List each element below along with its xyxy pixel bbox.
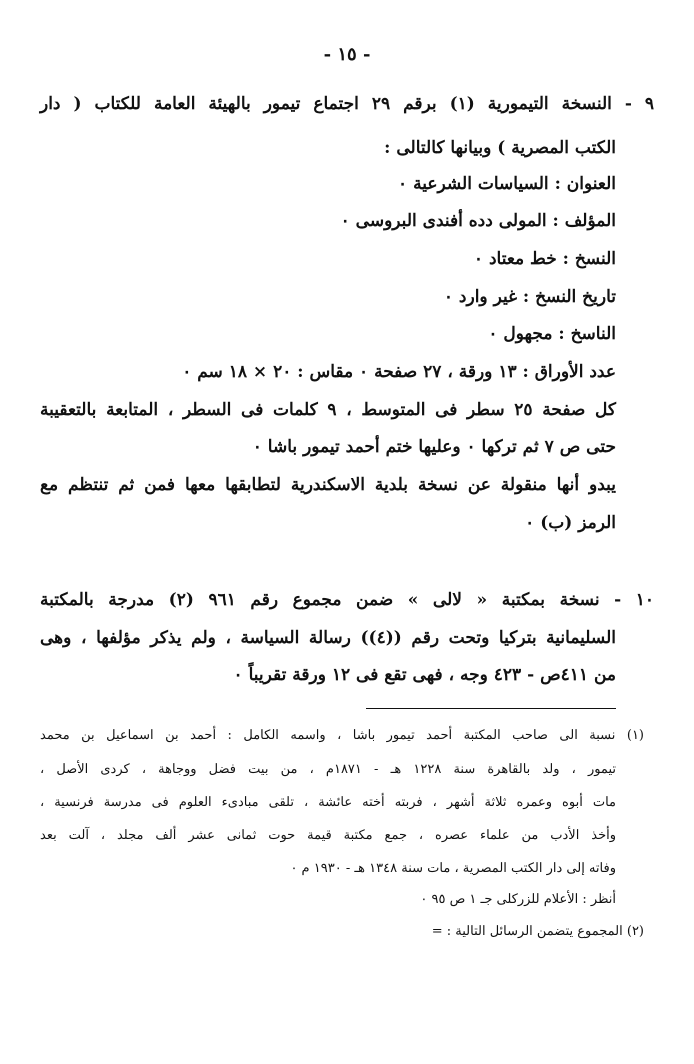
footnote-2: (٢) المجموع يتضمن الرسائل التالية : = (431, 924, 644, 939)
footnote-separator (366, 708, 616, 709)
footnote-1-line-3: مات أبوه وعمره ثلاثة أشهر ، فربته أخته عائشة ، تلقى مبادىء العلوم فى مدرسة فرنسية ، (40, 795, 616, 810)
item9-author: المؤلف : المولى دده أفندى البروسى ٠ (340, 211, 616, 231)
item9-copy-date: تاريخ النسخ : غير وارد ٠ (443, 287, 616, 307)
item9-title: العنوان : السياسات الشرعية ٠ (398, 174, 616, 194)
item9-line-2: الكتب المصرية ) وبيانها كالتالى : (384, 138, 616, 158)
page-number: - ١٥ - (323, 44, 371, 65)
footnote-1-line-1: (١) نسبة الى صاحب المكتبة أحمد تيمور باشا ، واسمه الكامل : أحمد بن اسماعيل بن محمد (40, 728, 644, 743)
item10-line-3: من ٤١١ص - ٤٢٣ وجه ، فهى تقع فى ١٢ ورقة تقريباً ٠ (233, 665, 616, 685)
item10-line-2: السليمانية بتركيا وتحت رقم ((٤)) رسالة السياسة ، ولم يذكر مؤلفها ، وهى (40, 628, 616, 648)
item9-line-1: ٩ - النسخة التيمورية (١) برقم ٢٩ اجتماع تيمور بالهيئة العامة للكتاب ( دار (40, 94, 655, 114)
item10-line-1: ١٠ - نسخة بمكتبة « لالى » ضمن مجموع رقم ٩٦١ (٢) مدرجة بالمكتبة (40, 590, 654, 610)
footnote-1-line-4: وأخذ الأدب من علماء عصره ، جمع مكتبة قيمة حوت ثمانى عشر ألف مجلد ، آلت بعد (40, 828, 616, 843)
item9-script: النسخ : خط معتاد ٠ (473, 249, 616, 269)
item9-line-12: الرمز (ب) ٠ (525, 513, 616, 533)
item9-copyist: الناسخ : مجهول ٠ (488, 324, 616, 344)
footnote-1-line-5: وفاته إلى دار الكتب المصرية ، مات سنة ١٣٤٨ هـ - ١٩٣٠ م ٠ (290, 861, 616, 876)
item9-line-10: حتى ص ٧ ثم تركها ٠ وعليها ختم أحمد تيمور باشا ٠ (252, 437, 616, 457)
footnote-1-reference: أنظر : الأعلام للزركلى جـ ١ ص ٩٥ ٠ (420, 892, 616, 907)
item9-line-9: كل صفحة ٢٥ سطر فى المتوسط ، ٩ كلمات فى السطر ، المتابعة بالتعقيبة (40, 400, 616, 420)
footnote-1-line-2: تيمور ، ولد بالقاهرة سنة ١٢٢٨ هـ - ١٨٧١م ، من بيت فضل ووجاهة ، كردى الأصل ، (40, 762, 616, 777)
item9-line-11: يبدو أنها منقولة عن نسخة بلدية الاسكندرية لتطابقها معها فمن ثم تنتظم مع (40, 475, 616, 495)
item9-folios: عدد الأوراق : ١٣ ورقة ، ٢٧ صفحة ٠ مقاس : ٢٠ × ١٨ سم ٠ (182, 362, 616, 382)
